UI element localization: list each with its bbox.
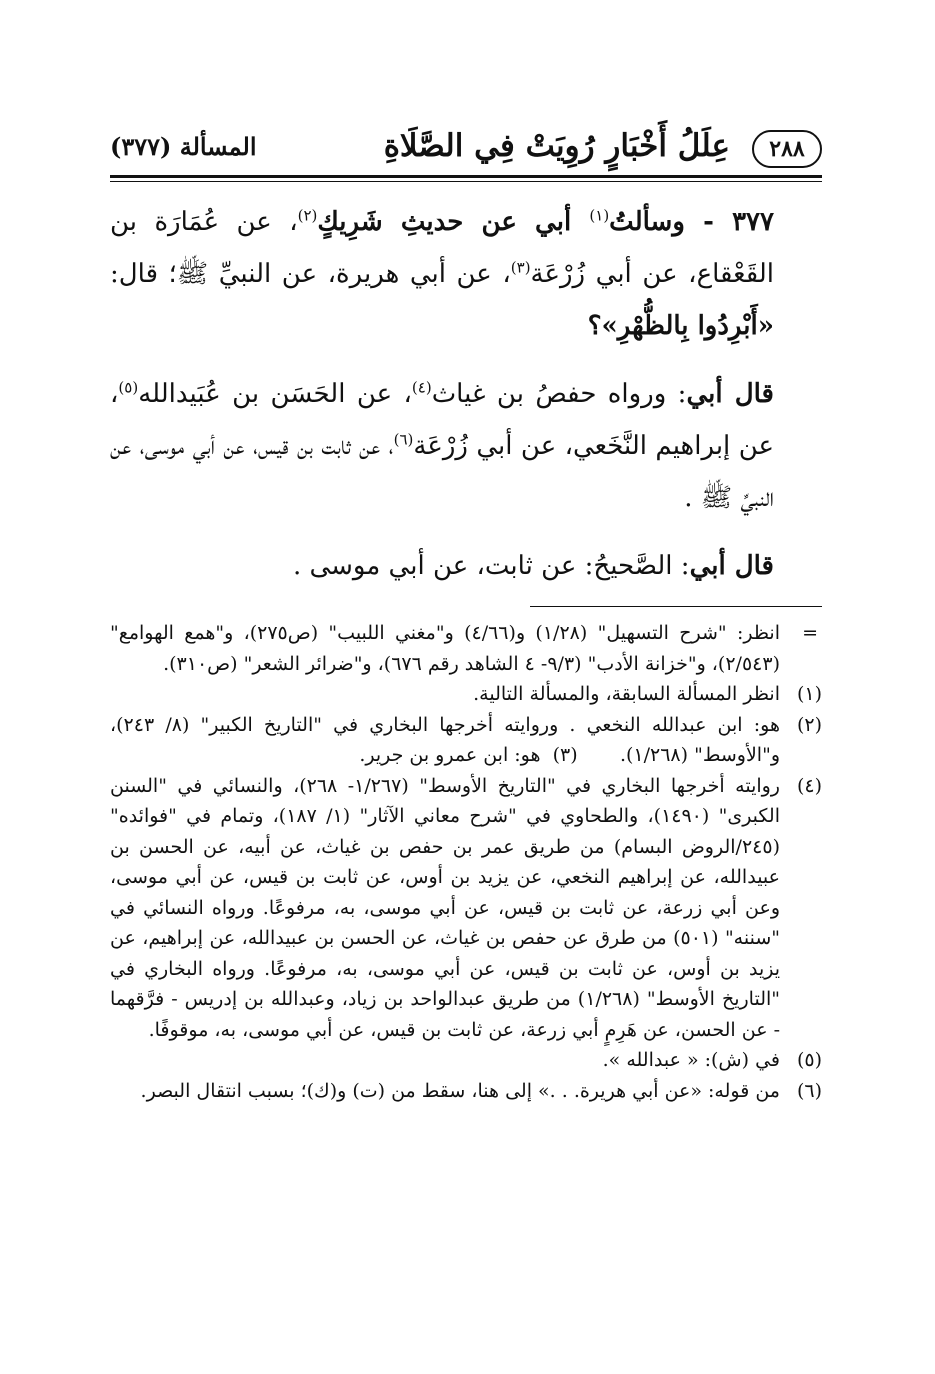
answer-text-2: ، عن الحَسَن بن عُبَيدالله	[138, 379, 412, 409]
footnote-ref-2: (٢)	[297, 206, 318, 225]
footnote-number: (٢)	[796, 713, 822, 736]
question-lead: وسألتُ	[609, 207, 685, 237]
footnote-continued	[110, 618, 822, 679]
footnote-5	[110, 1045, 822, 1076]
question-text-1: أبي عن حديثِ شَرِيكٍ	[317, 207, 590, 237]
footnote-text: من قوله: «عن أبي هريرة. . .» إلى هنا، سقط من (ت) و(ك)؛ بسبب انتقال البصر.	[140, 1079, 780, 1102]
answer-text-3: ، عن إبراهيم النَّخَعي، عن أبي زُرْعَة	[110, 379, 774, 461]
footnote-1	[110, 679, 822, 710]
footnote-text: انظر المسألة السابقة، والمسألة التالية.	[473, 683, 780, 705]
footnote-6	[110, 1076, 822, 1107]
footnote-separator	[530, 606, 822, 607]
footnote-number: (٤)	[796, 774, 822, 797]
footnote-2	[110, 710, 822, 771]
answer-lead-1: قال أبي	[686, 379, 774, 409]
issue-number: ٣٧٧ -	[684, 207, 774, 237]
footnote-ref-6: (٦)	[393, 430, 414, 449]
answer-text-1: : ورواه حفصُ بن غياث	[431, 379, 687, 409]
footnote-text: روايته أخرجها البخاري في "التاريخ الأوسط" (١/٢٦٧- ٢٦٨)، والنسائي في "السنن الكبرى" (١٤٩٠)، والطحاوي في "شرح معاني الآثار" (١/ ١٨٧)، وتمام في "فوائده" (٢٤٥/الروض البسام) من طريق عمر بن حفص بن غياث، عن أبيه، عن الحسن بن عبيدالله، عن إبراهيم النخعي، عن يزيد بن أوس، عن ثابت بن قيس، عن أبي موسى، وعن أبي زرعة، عن ثابت بن قيس، عن أبي موسى، به، مرفوعًا. ورواه النسائي في "سننه" (٥٠١) من طرق عن حفص بن غياث، عن الحسن بن عبيدالله، عن إبراهيم، عن يزيد بن أوس، عن ثابت بن قيس، عن أبي موسى، به، مرفوعًا. ورواه البخاري في "التاريخ الأوسط" (١/٢٦٨) من طريق عبدالواحد بن زياد، وعبدالله بن إدريس - فرَّقهما - عن الحسن، عن هَرِمٍ أبي زرعة، عن ثابت بن قيس، عن أبي موسى، به، موقوفًا.	[110, 774, 780, 1041]
answer-paragraph-2	[110, 540, 822, 592]
answer-text-4: ، عن ثابت بن قيس، عن أبي موسى، عن النبيِّ ﷺ .	[110, 431, 774, 513]
issue-label: المسألة (٣٧٧)	[110, 132, 257, 161]
question-paragraph	[110, 196, 822, 352]
footnotes	[110, 618, 822, 1106]
answer-paragraph-1	[110, 368, 822, 524]
hadith-quote: «أَبْرِدُوا بِالظُّهْرِ»؟	[587, 311, 774, 341]
footnote-text: في (ش): « عبدالله ».	[602, 1049, 780, 1071]
answer-lead-2: قال أبي	[689, 551, 774, 581]
header-rule-thin	[110, 181, 822, 182]
footnote-ref-1: (١)	[589, 206, 610, 225]
book-title: عِلَلُ أَخْبَارٍ رُوِيَتْ فِي الصَّلَاةِ	[383, 128, 730, 164]
answer-text-5: : الصَّحيحُ: عن ثابت، عن أبي موسى .	[292, 551, 690, 581]
page-header	[110, 126, 822, 174]
footnote-text: انظر: "شرح التسهيل" (١/٢٨) و(٤/٦٦) و"مغني اللبيب" (ص٢٧٥)، و"همع الهوامع" (٢/٥٤٣)، و"خزانة الأدب" (٩/٣- ٤ الشاهد رقم ٦٧٦)، و"ضرائر الشعر" (ص٣١٠).	[110, 622, 780, 675]
header-rule-thick	[110, 175, 822, 178]
footnote-number-3: (٣)	[552, 744, 578, 766]
question-text-3: ، عن أبي هريرة، عن النبيِّ ﷺ؛ قال:	[110, 259, 511, 289]
footnote-number: (١)	[796, 683, 822, 705]
footnote-text: هو: ابن عبدالله النخعي . وروايته أخرجها البخاري في "التاريخ الكبير" (٨/ ٢٤٣)، و"الأوسط" (١/٢٦٨).	[110, 713, 780, 766]
footnote-text-3: هو: ابن عمرو بن جرير.	[359, 744, 541, 766]
page-number-badge: ٢٨٨	[752, 130, 822, 168]
footnote-number: (٥)	[796, 1049, 822, 1071]
footnote-ref-4: (٤)	[411, 378, 432, 397]
footnote-ref-3: (٣)	[510, 258, 531, 277]
footnote-ref-5: (٥)	[118, 378, 139, 397]
footnote-number: =	[802, 622, 818, 644]
question-text-2: ، عن عُمَارَة بن القَعْقاع، عن أبي زُرْعَة	[110, 207, 774, 289]
main-text	[110, 196, 822, 592]
footnote-number: (٦)	[796, 1079, 822, 1102]
footnote-4	[110, 771, 822, 1046]
